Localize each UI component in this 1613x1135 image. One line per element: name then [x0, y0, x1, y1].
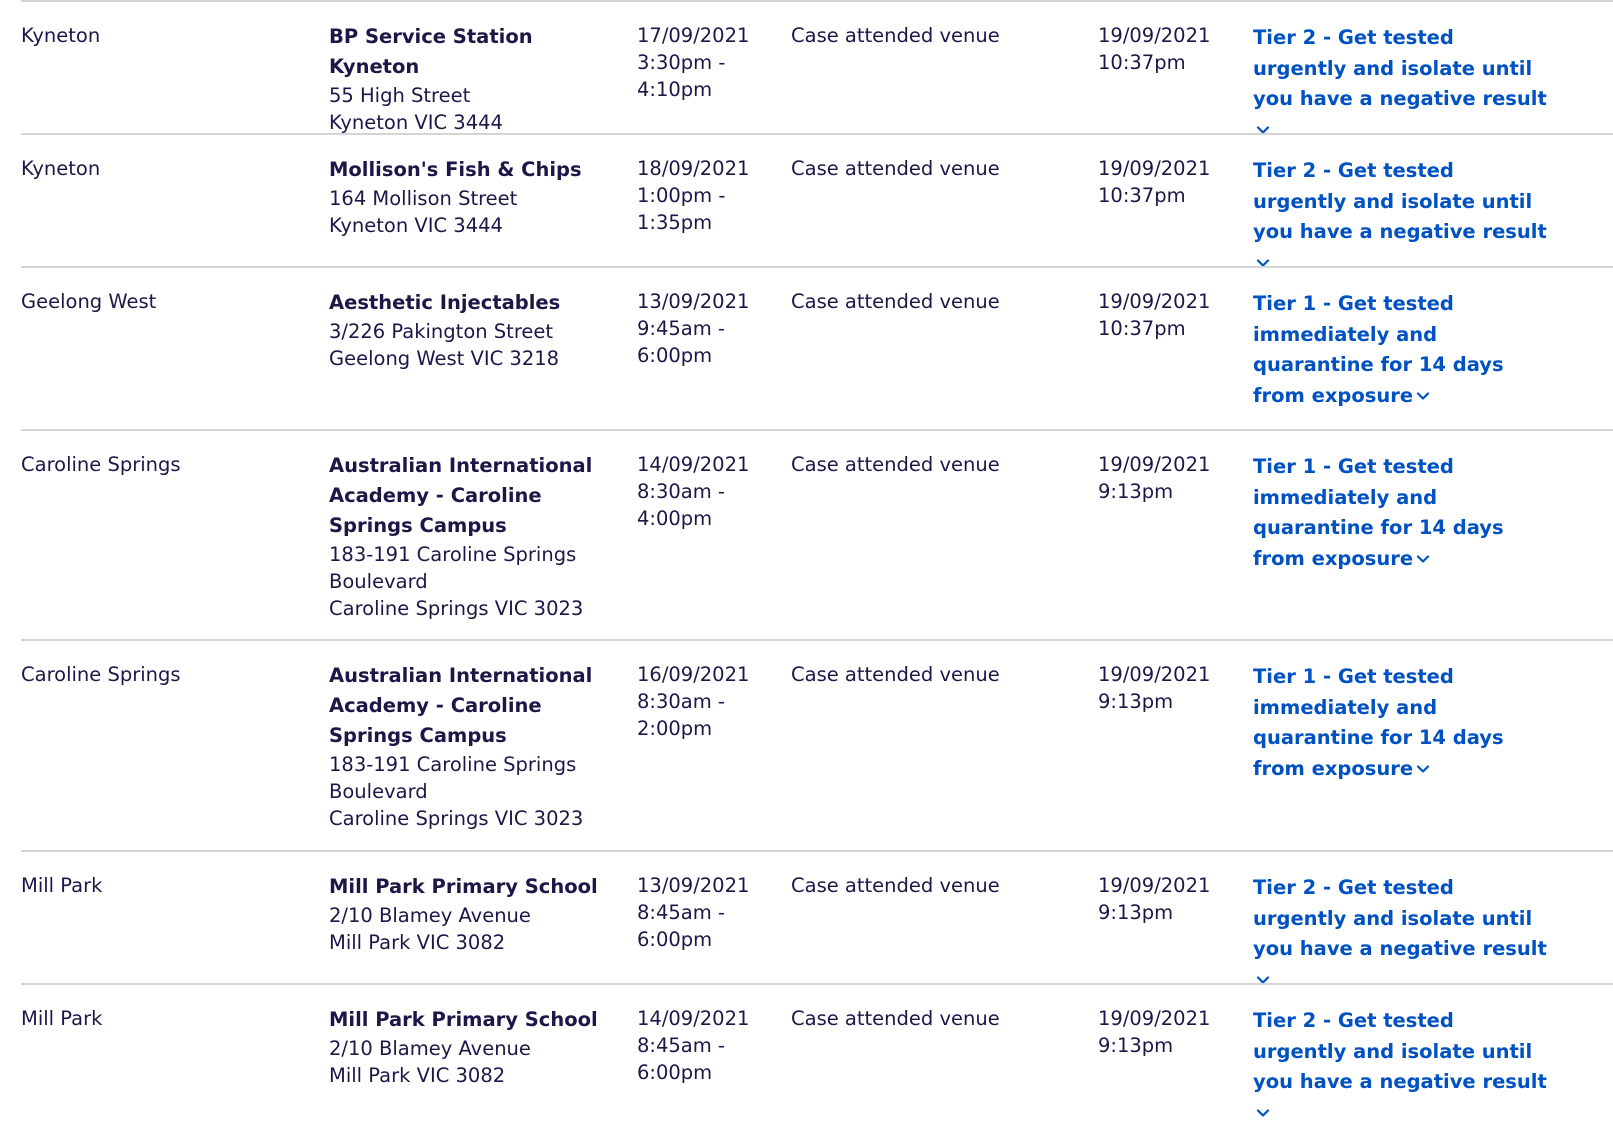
health-advice-toggle[interactable]: [1253, 665, 1504, 780]
health-advice-text[interactable]: Tier 2 - Get tested urgently and isolate until you have a negative result: [1253, 26, 1547, 110]
exposure-time: 3:30pm -: [637, 51, 726, 74]
added-date: 19/09/2021: [1098, 1007, 1211, 1030]
added-date: 19/09/2021: [1098, 290, 1211, 313]
exposure-time: 1:35pm: [637, 211, 713, 234]
exposure-time: 1:00pm -: [637, 184, 726, 207]
notes-cell: Case attended venue: [791, 663, 1000, 686]
site-address-line: 2/10 Blamey Avenue: [329, 904, 531, 927]
health-advice-cell: [1253, 452, 1553, 574]
site-address-line: Kyneton VIC 3444: [329, 111, 503, 134]
suburb-cell: Kyneton: [21, 24, 101, 47]
added-time: 9:13pm: [1098, 690, 1174, 713]
exposure-date: 13/09/2021: [637, 290, 750, 313]
exposure-time: 6:00pm: [637, 928, 713, 951]
exposure-time: 8:45am -: [637, 901, 725, 924]
site-name: BP Service Station Kyneton: [329, 25, 533, 78]
exposure-time: 8:30am -: [637, 480, 725, 503]
suburb-cell: Kyneton: [21, 157, 101, 180]
added-time: 10:37pm: [1098, 51, 1186, 74]
exposure-period-cell: [637, 288, 777, 369]
health-advice-cell: [1253, 662, 1553, 784]
exposure-time: 8:30am -: [637, 690, 725, 713]
site-address-line: Mill Park VIC 3082: [329, 931, 506, 954]
health-advice-text[interactable]: Tier 2 - Get tested urgently and isolate until you have a negative result: [1253, 159, 1547, 243]
exposure-date: 16/09/2021: [637, 663, 750, 686]
table-row: [21, 429, 1613, 639]
site-address-line: 164 Mollison Street: [329, 187, 518, 210]
added-cell: [1098, 872, 1228, 926]
added-cell: [1098, 288, 1228, 342]
notes-cell: Case attended venue: [791, 1007, 1000, 1030]
added-date: 19/09/2021: [1098, 157, 1211, 180]
site-name: Mill Park Primary School: [329, 1008, 598, 1031]
site-name: Australian International Academy - Caroline Springs Campus: [329, 454, 593, 537]
table-row: [21, 266, 1613, 429]
exposure-time: 6:00pm: [637, 344, 713, 367]
notes-cell: Case attended venue: [791, 290, 1000, 313]
exposure-period-cell: [637, 661, 777, 742]
health-advice-cell: [1253, 1006, 1553, 1128]
site-address-line: Boulevard: [329, 780, 428, 803]
chevron-down-icon[interactable]: [1416, 552, 1430, 566]
site-cell: [329, 1005, 629, 1089]
added-date: 19/09/2021: [1098, 663, 1211, 686]
added-cell: [1098, 22, 1228, 76]
added-date: 19/09/2021: [1098, 874, 1211, 897]
health-advice-toggle[interactable]: [1253, 26, 1547, 141]
health-advice-text[interactable]: Tier 2 - Get tested urgently and isolate until you have a negative result: [1253, 1009, 1547, 1093]
added-time: 9:13pm: [1098, 1034, 1174, 1057]
site-address-line: Geelong West VIC 3218: [329, 347, 560, 370]
suburb-cell: Mill Park: [21, 874, 103, 897]
suburb-cell: Caroline Springs: [21, 663, 181, 686]
site-address-line: 183-191 Caroline Springs: [329, 753, 577, 776]
health-advice-toggle[interactable]: [1253, 1009, 1547, 1124]
health-advice-toggle[interactable]: [1253, 455, 1504, 570]
health-advice-toggle[interactable]: [1253, 292, 1504, 407]
site-cell: [329, 22, 629, 136]
health-advice-cell: [1253, 23, 1553, 145]
added-time: 9:13pm: [1098, 901, 1174, 924]
exposure-period-cell: [637, 22, 777, 103]
added-time: 9:13pm: [1098, 480, 1174, 503]
added-cell: [1098, 451, 1228, 505]
health-advice-text[interactable]: Tier 1 - Get tested immediately and quarantine for 14 days from exposure: [1253, 292, 1504, 407]
site-address-line: 55 High Street: [329, 84, 471, 107]
exposure-time: 9:45am -: [637, 317, 725, 340]
site-address-line: 183-191 Caroline Springs: [329, 543, 577, 566]
exposure-period-cell: [637, 155, 777, 236]
suburb-cell: Caroline Springs: [21, 453, 181, 476]
site-cell: [329, 872, 629, 956]
health-advice-cell: [1253, 873, 1553, 995]
table-row: [21, 639, 1613, 850]
suburb-cell: Geelong West: [21, 290, 157, 313]
table-row: [21, 850, 1613, 983]
added-cell: [1098, 1005, 1228, 1059]
health-advice-text[interactable]: Tier 2 - Get tested urgently and isolate until you have a negative result: [1253, 876, 1547, 960]
health-advice-cell: [1253, 289, 1553, 411]
chevron-down-icon[interactable]: [1416, 389, 1430, 403]
exposure-date: 14/09/2021: [637, 1007, 750, 1030]
exposure-time: 8:45am -: [637, 1034, 725, 1057]
notes-cell: Case attended venue: [791, 453, 1000, 476]
site-name: Mill Park Primary School: [329, 875, 598, 898]
exposure-date: 13/09/2021: [637, 874, 750, 897]
site-address-line: Boulevard: [329, 570, 428, 593]
site-cell: [329, 288, 629, 372]
health-advice-cell: [1253, 156, 1553, 278]
site-cell: [329, 451, 629, 622]
notes-cell: Case attended venue: [791, 874, 1000, 897]
site-address-line: 3/226 Pakington Street: [329, 320, 554, 343]
health-advice-text[interactable]: Tier 1 - Get tested immediately and quarantine for 14 days from exposure: [1253, 455, 1504, 570]
exposure-period-cell: [637, 872, 777, 953]
suburb-cell: Mill Park: [21, 1007, 103, 1030]
exposure-period-cell: [637, 1005, 777, 1086]
exposure-time: 6:00pm: [637, 1061, 713, 1084]
added-cell: [1098, 661, 1228, 715]
site-address-line: Kyneton VIC 3444: [329, 214, 503, 237]
notes-cell: Case attended venue: [791, 157, 1000, 180]
exposure-sites-table: [21, 0, 1613, 1135]
health-advice-text[interactable]: Tier 1 - Get tested immediately and quarantine for 14 days from exposure: [1253, 665, 1504, 780]
site-address-line: Mill Park VIC 3082: [329, 1064, 506, 1087]
site-address-line: 2/10 Blamey Avenue: [329, 1037, 531, 1060]
table-row: [21, 0, 1613, 133]
exposure-time: 4:10pm: [637, 78, 713, 101]
added-date: 19/09/2021: [1098, 453, 1211, 476]
site-cell: [329, 155, 629, 239]
added-cell: [1098, 155, 1228, 209]
site-name: Aesthetic Injectables: [329, 291, 561, 314]
exposure-date: 18/09/2021: [637, 157, 750, 180]
table-row: [21, 983, 1613, 1135]
exposure-time: 2:00pm: [637, 717, 713, 740]
health-advice-toggle[interactable]: [1253, 159, 1547, 274]
added-time: 10:37pm: [1098, 184, 1186, 207]
added-time: 10:37pm: [1098, 317, 1186, 340]
site-cell: [329, 661, 629, 832]
exposure-date: 17/09/2021: [637, 24, 750, 47]
chevron-down-icon[interactable]: [1256, 1106, 1270, 1120]
site-name: Mollison's Fish & Chips: [329, 158, 582, 181]
site-name: Australian International Academy - Caroline Springs Campus: [329, 664, 593, 747]
table-row: [21, 133, 1613, 266]
site-address-line: Caroline Springs VIC 3023: [329, 807, 584, 830]
exposure-period-cell: [637, 451, 777, 532]
exposure-date: 14/09/2021: [637, 453, 750, 476]
health-advice-toggle[interactable]: [1253, 876, 1547, 991]
site-address-line: Caroline Springs VIC 3023: [329, 597, 584, 620]
notes-cell: Case attended venue: [791, 24, 1000, 47]
exposure-time: 4:00pm: [637, 507, 713, 530]
added-date: 19/09/2021: [1098, 24, 1211, 47]
chevron-down-icon[interactable]: [1416, 762, 1430, 776]
